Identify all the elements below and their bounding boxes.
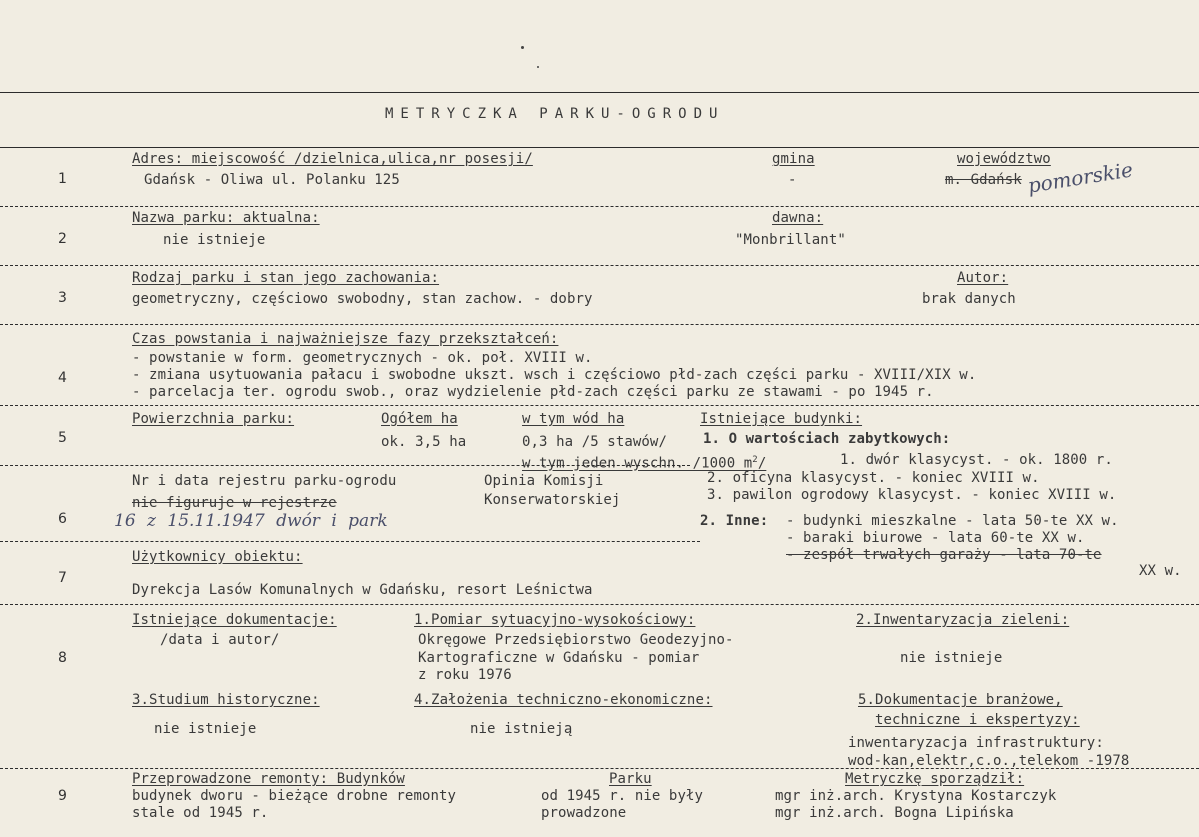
opinion-label: Konserwatorskiej [484,492,621,508]
voivodeship-label: województwo [957,151,1051,167]
park-repairs-line: prowadzone [541,805,627,821]
history-phase-line: - zmiana usytuowania pałacu i swobodne ukszt. wsch i częściowo płd-zach części parku - XVIII/XIX w. [132,367,977,383]
park-repairs-line: od 1945 r. nie były [541,788,704,804]
branch-docs-line: wod-kan,elektr,c.o.,telekom -1978 [848,753,1130,769]
history-phase-line: - powstanie w form. geometrycznych - ok. poł. XVIII w. [132,350,593,366]
author-value: brak danych [922,291,1016,307]
row-number: 3 [58,290,67,306]
row-divider [0,206,1199,207]
row-number: 5 [58,430,67,446]
row-divider [0,265,1199,266]
other-building-item: - budynki mieszkalne - lata 50-te XX w. [786,513,1119,529]
prepared-by-label: Metryczkę sporządził: [845,771,1025,787]
row-divider [0,405,1199,406]
survey-line: z roku 1976 [418,667,512,683]
branch-docs-label: techniczne i ekspertyzy: [875,712,1080,728]
row-number: 7 [58,570,67,586]
opinion-label: Opinia Komisji [484,473,604,489]
prepared-by-line: mgr inż.arch. Bogna Lipińska [775,805,1014,821]
row-divider [0,324,1199,325]
row-number: 4 [58,370,67,386]
historical-study-value: nie istnieje [154,721,257,737]
other-building-item: - zespół trwałych garaży - lata 70-te [786,547,1102,563]
park-repairs-label: Parku [609,771,652,787]
row-divider-partial [0,465,690,466]
park-type-value: geometryczny, częściowo swobodny, stan zachow. - dobry [132,291,593,307]
row-number: 9 [58,788,67,804]
prepared-by-line: mgr inż.arch. Krystyna Kostarczyk [775,788,1057,804]
greenery-label: 2.Inwentaryzacja zieleni: [856,612,1070,628]
row-number: 8 [58,650,67,666]
register-struck-value: nie figuruje w rejestrze [132,495,337,511]
total-area-value: ok. 3,5 ha [381,434,467,450]
branch-docs-line: inwentaryzacja infrastruktury: [848,735,1104,751]
gmina-label: gmina [772,151,815,167]
monuments-label: 1. O wartościach zabytkowych: [703,431,951,447]
monument-item: 1. dwór klasycyst. - ok. 1800 r. [840,452,1113,468]
address-label: Adres: miejscowość /dzielnica,ulica,nr posesji/ [132,151,533,167]
register-label: Nr i data rejestru parku-ogrodu [132,473,397,489]
title-rule [0,147,1199,148]
park-type-label: Rodzaj parku i stan jego zachowania: [132,270,440,286]
row-number: 1 [58,171,67,187]
total-area-label: Ogółem ha [381,411,458,427]
card-title: METRYCZKA PARKU-OGRODU [385,106,725,122]
repairs-line: budynek dworu - bieżące drobne remonty [132,788,457,804]
other-building-item: - baraki biurowe - lata 60-te XX w. [786,530,1085,546]
monument-item: 2. oficyna klasycyst. - koniec XVIII w. [707,470,1040,486]
ink-dot [537,66,539,68]
water-note-sup: 2 [752,455,758,465]
top-rule [0,92,1199,93]
area-label: Powierzchnia parku: [132,411,295,427]
row-divider [0,604,1199,605]
users-value: Dyrekcja Lasów Komunalnych w Gdańsku, resort Leśnictwa [132,582,593,598]
former-name-label: dawna: [772,210,824,226]
history-phases-label: Czas powstania i najważniejsze fazy przekształceń: [132,331,559,347]
monument-item: 3. pawilon ogrodowy klasycyst. - koniec XVIII w. [707,487,1117,503]
water-area-label: w tym wód ha [522,411,625,427]
survey-line: Kartograficzne w Gdańsku - pomiar [418,650,700,666]
water-note-end: / [757,455,767,472]
former-name-value: "Monbrillant" [735,232,846,248]
ink-dot [521,46,524,49]
row-divider [0,768,1199,769]
water-area-value: 0,3 ha /5 stawów/ [522,434,667,450]
greenery-value: nie istnieje [900,650,1003,666]
address-value: Gdańsk - Oliwa ul. Polanku 125 [144,172,400,188]
documentation-sub: /data i autor/ [160,632,280,648]
repairs-line: stale od 1945 r. [132,805,269,821]
current-name-label: Nazwa parku: aktualna: [132,210,320,226]
water-area-note [522,452,766,472]
other-buildings-label: 2. Inne: [700,513,769,529]
row-number: 2 [58,231,67,247]
current-name-value: nie istnieje [163,232,266,248]
gmina-value: - [788,172,797,188]
survey-label: 1.Pomiar sytuacyjno-wysokościowy: [414,612,696,628]
tech-econ-value: nie istnieją [470,721,573,737]
row-number: 6 [58,511,67,527]
water-note-text: w tym jeden wyschn. /1000 m [522,455,753,472]
repairs-label: Przeprowadzone remonty: Budynków [132,771,405,787]
row-divider-partial [0,541,700,542]
tech-econ-label: 4.Założenia techniczno-ekonomiczne: [414,692,713,708]
buildings-label: Istniejące budynki: [700,411,863,427]
voivodeship-handwritten: pomorskie [1026,157,1135,198]
historical-study-label: 3.Studium historyczne: [132,692,320,708]
history-phase-line: - parcelacja ter. ogrodu swob., oraz wydzielenie płd-zach części parku ze stawami - po 1945 r. [132,384,934,400]
documentation-label: Istniejące dokumentacje: [132,612,337,628]
author-label: Autor: [957,270,1009,286]
voivodeship-struck-value: m. Gdańsk [945,172,1022,188]
other-building-item: XX w. [1139,563,1182,579]
branch-docs-label: 5.Dokumentacje branżowe, [858,692,1063,708]
register-handwritten: 16 z 15.11.1947 dwór i park [114,511,388,531]
survey-line: Okręgowe Przedsiębiorstwo Geodezyjno- [418,632,734,648]
users-label: Użytkownicy obiektu: [132,549,303,565]
